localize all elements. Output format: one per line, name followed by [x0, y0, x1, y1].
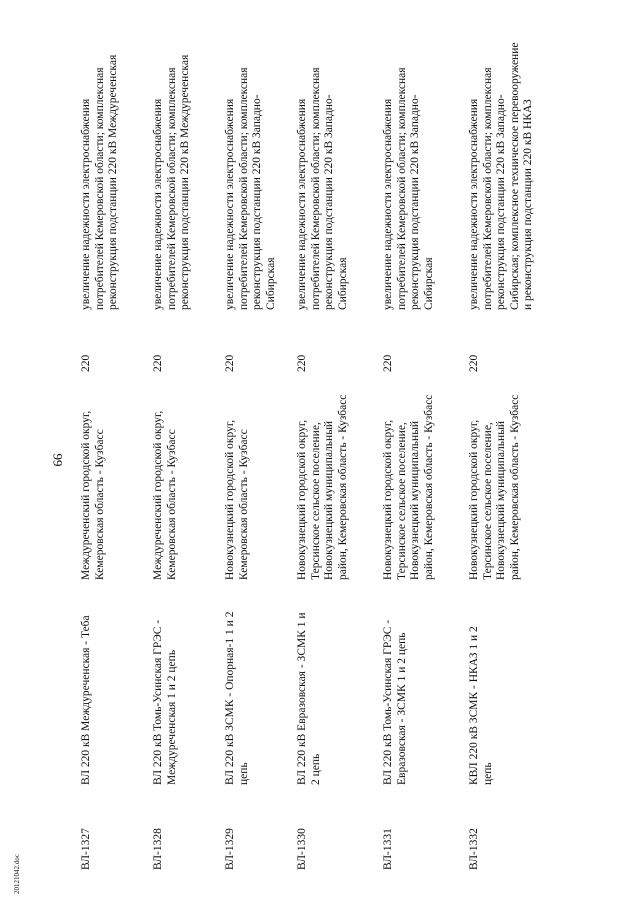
row-location: Новокузнецкий городской округ, Терсинское сельское поселение, Новокузнецкий муниципальный район, Кемеровская область - Кузбасс	[382, 394, 435, 580]
row-voltage: 220	[224, 354, 236, 372]
row-voltage: 220	[80, 354, 92, 372]
footer-filename: 20121042.doc	[13, 854, 21, 894]
row-name: ВЛ 220 кВ Евразовская - ЗСМК 1 и 2 цепь	[296, 612, 322, 785]
page-number: 99	[50, 453, 65, 467]
row-code: ВЛ-1332	[468, 828, 480, 870]
row-location: Новокузнецкий городской округ, Кемеровская область - Кузбасс	[224, 419, 250, 580]
row-code: ВЛ-1328	[152, 828, 164, 870]
row-location: Междуреченский городской округ, Кемеровская область - Кузбасс	[152, 410, 178, 580]
row-code: ВЛ-1327	[80, 828, 92, 870]
row-location: Междуреченский городской округ, Кемеровская область - Кузбасс	[80, 410, 106, 580]
row-code: ВЛ-1329	[224, 828, 236, 870]
row-purpose: увеличение надежности электроснабжения потребителей Кемеровской области; комплексная реконструкция подстанции 220 кВ Западно-Сибирская; комплексное техническое перевооружение и реконструкция подстанции 220 кВ НКАЗ	[468, 42, 534, 310]
row-name: ВЛ 220 кВ Томь-Усинская ГРЭС - Евразовская - ЗСМК 1 и 2 цепь	[382, 619, 408, 785]
row-code: ВЛ-1331	[382, 828, 394, 870]
row-voltage: 220	[382, 354, 394, 372]
row-purpose: увеличение надежности электроснабжения потребителей Кемеровской области; комплексная реконструкция подстанции 220 кВ Западно-Сибирская	[224, 67, 277, 310]
row-voltage: 220	[152, 354, 164, 372]
row-purpose: увеличение надежности электроснабжения потребителей Кемеровской области; комплексная реконструкция подстанции 220 кВ Западно-Сибирская	[382, 67, 435, 310]
row-name: ВЛ 220 кВ Междуреченская - Теба	[80, 615, 92, 785]
row-code: ВЛ-1330	[296, 828, 308, 870]
row-voltage: 220	[296, 354, 308, 372]
row-purpose: увеличение надежности электроснабжения потребителей Кемеровской области; комплексная реконструкция подстанции 220 кВ Междуреченская	[80, 54, 119, 310]
rotated-table	[80, 40, 620, 870]
row-location: Новокузнецкий городской округ, Терсинское сельское поселение, Новокузнецкий муниципальный район, Кемеровская область - Кузбасс	[296, 394, 349, 580]
row-name: ВЛ 220 кВ ЗСМК - Опорная-1 1 и 2 цепь	[224, 611, 250, 785]
row-location: Новокузнецкий городской округ, Терсинское сельское поселение, Новокузнецкий муниципальный район, Кемеровская область - Кузбасс	[468, 394, 521, 580]
row-name: КВЛ 220 кВ ЗСМК - НКАЗ 1 и 2 цепь	[468, 626, 494, 785]
row-purpose: увеличение надежности электроснабжения потребителей Кемеровской области; комплексная реконструкция подстанции 220 кВ Западно-Сибирская	[296, 67, 349, 310]
row-purpose: увеличение надежности электроснабжения потребителей Кемеровской области; комплексная реконструкция подстанции 220 кВ Междуреченская	[152, 54, 191, 310]
row-voltage: 220	[468, 354, 480, 372]
row-name: ВЛ 220 кВ Томь-Усинская ГРЭС - Междуреченская 1 и 2 цепь	[152, 619, 178, 785]
table-body	[80, 40, 620, 870]
